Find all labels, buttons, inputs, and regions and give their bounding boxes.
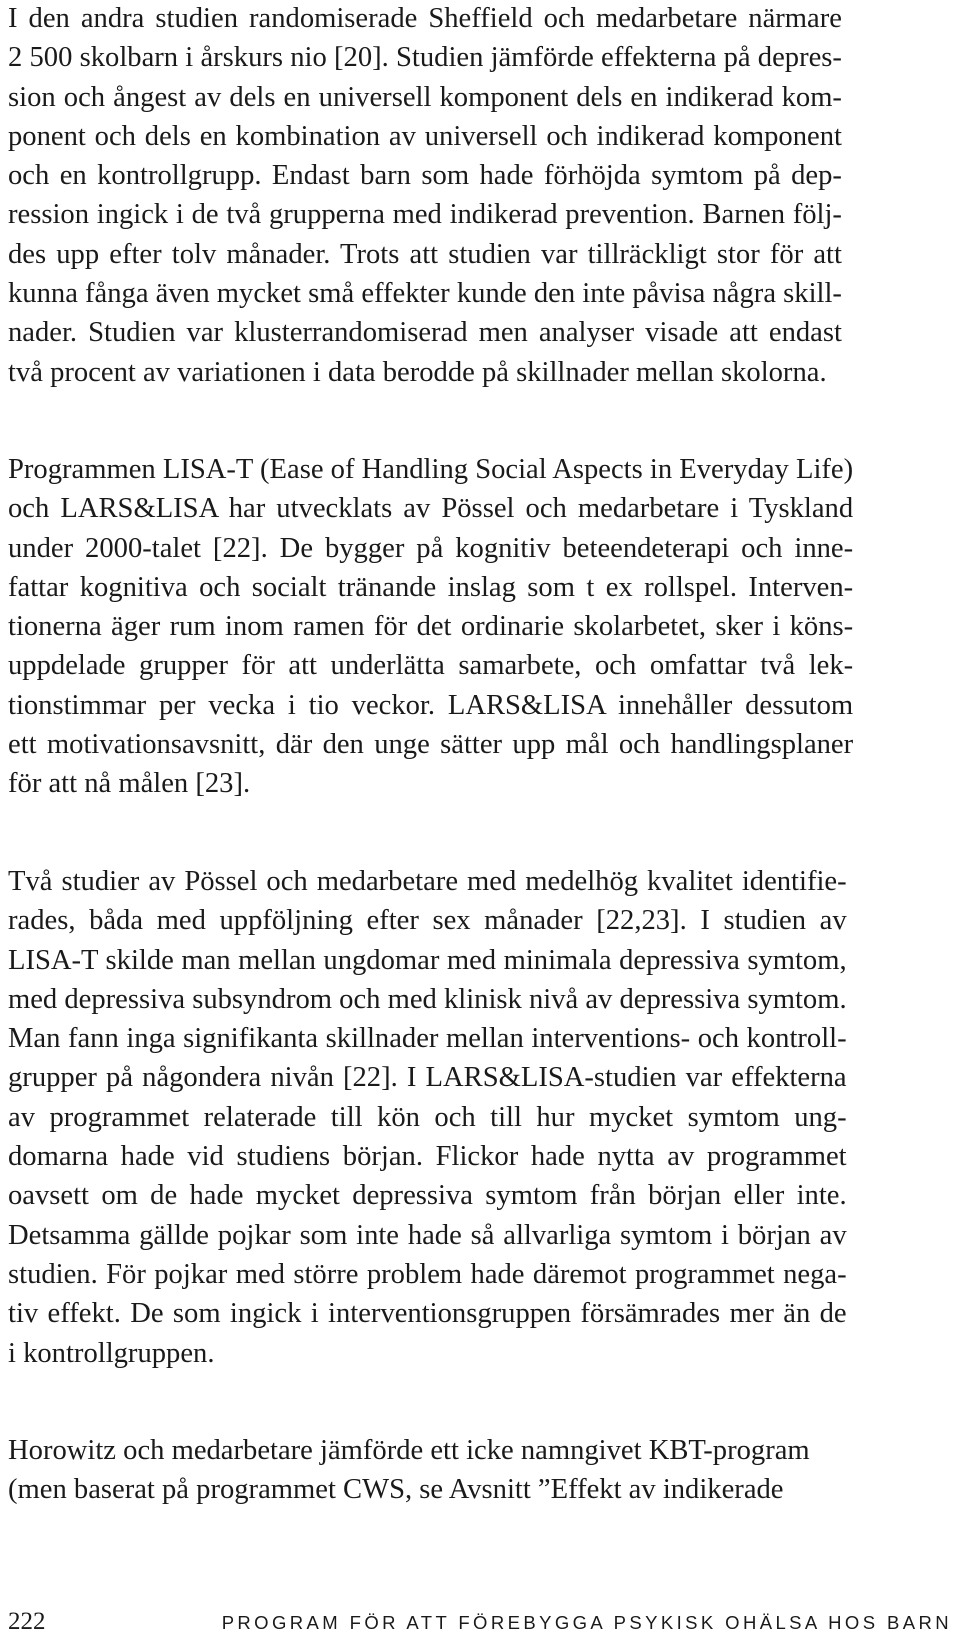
text-line: domarna hade vid studiens början. Flickor hade nytta av programmet: [8, 1141, 847, 1173]
text-line: tiv effekt. De som ingick i interventionsgruppen försämrades mer än de: [8, 1298, 847, 1330]
text-line: ponent och dels en kombination av universell och indikerad komponent: [8, 120, 842, 152]
text-line: Programmen LISA-T (Ease of Handling Social Aspects in Everyday Life): [8, 454, 854, 485]
text-line: Detsamma gällde pojkar som inte hade så allvarliga symtom i början av: [8, 1219, 847, 1251]
text-line: Horowitz och medarbetare jämförde ett icke namngivet KBT-program: [8, 1435, 810, 1466]
text-line: (men baserat på programmet CWS, se Avsnitt ”Effekt av indikerade: [8, 1474, 784, 1506]
text-line: studien. För pojkar med större problem hade däremot programmet nega-: [8, 1258, 847, 1290]
text-line: med depressiva subsyndrom och med klinisk nivå av depressiva symtom.: [8, 983, 847, 1015]
text-line: sion och ångest av dels en universell komponent dels en indikerad kom-: [8, 81, 842, 113]
text-line: rades, båda med uppföljning efter sex månader [22,23]. I studien av: [8, 905, 847, 937]
text-line: och LARS&LISA har utvecklats av Pössel och medarbetare i Tyskland: [8, 493, 854, 525]
text-line: ett motivationsavsnitt, där den unge sätter upp mål och handlingsplaner: [8, 729, 854, 761]
text-line: två procent av variationen i data berodde på skillnader mellan skolorna.: [8, 356, 827, 388]
text-line: tionerna äger rum inom ramen för det ordinarie skolarbetet, sker i köns-: [8, 611, 854, 643]
text-line: för att nå målen [23].: [8, 768, 251, 800]
text-line: grupper på någondera nivån [22]. I LARS&LISA-studien var effekterna: [8, 1062, 847, 1094]
text-line: oavsett om de hade mycket depressiva symtom från början eller inte.: [8, 1180, 847, 1212]
text-line: i kontrollgruppen.: [8, 1337, 215, 1369]
running-head: PROGRAM FÖR ATT FÖREBYGGA PSYKISK OHÄLSA HOS BARN: [221, 1612, 952, 1633]
paragraph-horowitz-study: [8, 1431, 810, 1510]
text-line: och en kontrollgrupp. Endast barn som hade förhöjda symtom på dep-: [8, 160, 842, 192]
paragraph-possel-studies: [8, 862, 847, 1373]
text-line: ression ingick i de två grupperna med indikerad prevention. Barnen följ-: [8, 199, 842, 231]
paragraph-sheffield-study: [8, 0, 842, 392]
text-line: Man fann inga signifikanta skillnader mellan interventions- och kontroll-: [8, 1023, 847, 1055]
text-line: tionstimmar per vecka i tio veckor. LARS&LISA innehåller dessutom: [8, 689, 854, 721]
page-footer: [8, 1607, 952, 1637]
text-line: nader. Studien var klusterrandomiserad men analyser visade att endast: [8, 317, 842, 349]
text-line: uppdelade grupper för att underlätta samarbete, och omfattar två lek-: [8, 650, 854, 682]
text-line: kunna fånga även mycket små effekter kunde den inte påvisa några skill-: [8, 278, 842, 310]
text-line: 2 500 skolbarn i årskurs nio [20]. Studien jämförde effekterna på depres-: [8, 42, 842, 74]
text-line: LISA-T skilde man mellan ungdomar med minimala depressiva symtom,: [8, 944, 847, 976]
page-number: 222: [8, 1608, 46, 1635]
text-line: Två studier av Pössel och medarbetare med medelhög kvalitet identifie-: [8, 866, 847, 897]
text-line: I den andra studien randomiserade Sheffield och medarbetare närmare: [8, 3, 842, 34]
paragraph-lisa-t-programs: [8, 450, 853, 804]
text-line: under 2000-talet [22]. De bygger på kognitiv beteendeterapi och inne-: [8, 532, 854, 564]
text-line: des upp efter tolv månader. Trots att studien var tillräckligt stor för att: [8, 238, 842, 270]
text-line: av programmet relaterade till kön och till hur mycket symtom ung-: [8, 1101, 847, 1133]
text-line: fattar kognitiva och socialt tränande inslag som t ex rollspel. Interven-: [8, 571, 854, 603]
